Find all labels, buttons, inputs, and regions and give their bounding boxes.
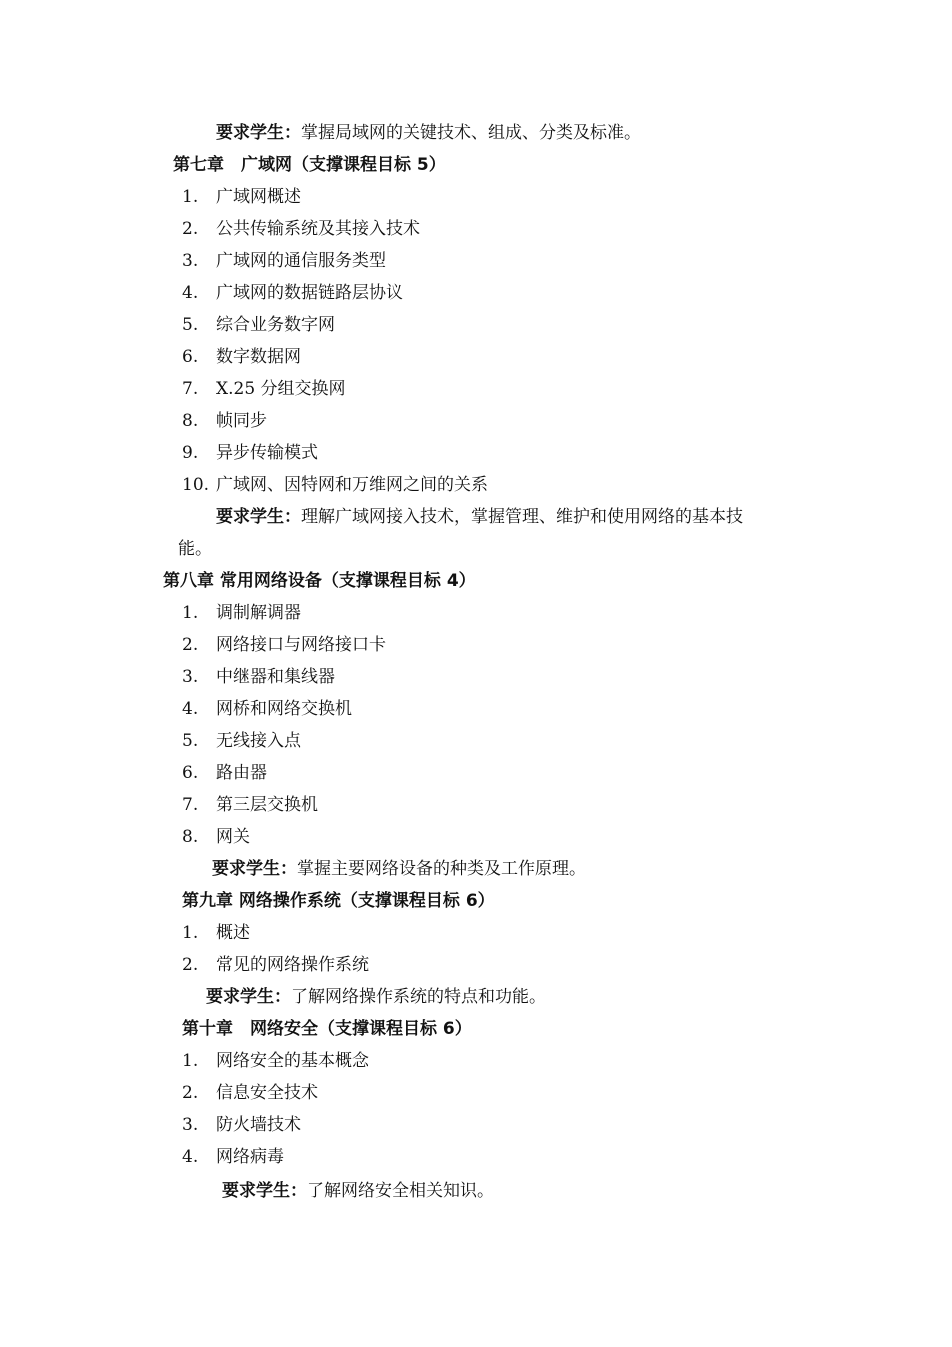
list-item: 7. X.25 分组交换网 bbox=[182, 379, 346, 399]
list-item: 1. 概述 bbox=[182, 923, 250, 943]
list-item: 3. 中继器和集线器 bbox=[182, 667, 335, 687]
list-item: 2. 公共传输系统及其接入技术 bbox=[182, 219, 420, 239]
requirement-line bbox=[222, 1175, 494, 1207]
requirement-label: 要求学生： bbox=[206, 987, 291, 1007]
chapter-9-heading: 第九章 网络操作系统（支撑课程目标 6） bbox=[182, 891, 495, 911]
list-item: 1. 广域网概述 bbox=[182, 187, 301, 207]
requirement-text: 掌握主要网络设备的种类及工作原理。 bbox=[297, 859, 586, 879]
requirement-line bbox=[212, 853, 586, 885]
list-item: 5. 无线接入点 bbox=[182, 731, 301, 751]
requirement-label: 要求学生： bbox=[216, 123, 301, 143]
list-item: 7. 第三层交换机 bbox=[182, 795, 318, 815]
requirement-line bbox=[206, 981, 546, 1013]
chapter-10-heading: 第十章 网络安全（支撑课程目标 6） bbox=[182, 1019, 472, 1039]
requirement-text: 了解网络操作系统的特点和功能。 bbox=[291, 987, 546, 1007]
list-item: 8. 网关 bbox=[182, 827, 250, 847]
requirement-text: 掌握局域网的关键技术、组成、分类及标准。 bbox=[301, 123, 641, 143]
list-item: 4. 广域网的数据链路层协议 bbox=[182, 283, 403, 303]
list-item: 4. 网桥和网络交换机 bbox=[182, 699, 352, 719]
list-item: 6. 数字数据网 bbox=[182, 347, 301, 367]
requirement-text: 了解网络安全相关知识。 bbox=[307, 1181, 494, 1201]
list-item: 9. 异步传输模式 bbox=[182, 443, 318, 463]
list-item: 8. 帧同步 bbox=[182, 411, 267, 431]
requirement-line bbox=[216, 501, 743, 533]
requirement-label: 要求学生： bbox=[212, 859, 297, 879]
list-item: 1. 调制解调器 bbox=[182, 603, 301, 623]
list-item: 3. 防火墙技术 bbox=[182, 1115, 301, 1135]
list-item: 5. 综合业务数字网 bbox=[182, 315, 335, 335]
list-item: 4. 网络病毒 bbox=[182, 1147, 284, 1167]
list-item: 2. 常见的网络操作系统 bbox=[182, 955, 369, 975]
chapter-7-heading: 第七章 广域网（支撑课程目标 5） bbox=[173, 155, 446, 175]
requirement-line bbox=[216, 117, 641, 149]
chapter-8-heading: 第八章 常用网络设备（支撑课程目标 4） bbox=[163, 571, 476, 591]
list-item: 3. 广域网的通信服务类型 bbox=[182, 251, 386, 271]
list-item: 6. 路由器 bbox=[182, 763, 267, 783]
requirement-text: 理解广域网接入技术，掌握管理、维护和使用网络的基本技 bbox=[301, 507, 743, 527]
requirement-text-continued: 能。 bbox=[178, 539, 212, 559]
requirement-label: 要求学生： bbox=[216, 507, 301, 527]
list-item: 1. 网络安全的基本概念 bbox=[182, 1051, 369, 1071]
requirement-label: 要求学生： bbox=[222, 1181, 307, 1201]
list-item: 2. 网络接口与网络接口卡 bbox=[182, 635, 386, 655]
list-item: 2. 信息安全技术 bbox=[182, 1083, 318, 1103]
list-item: 10. 广域网、因特网和万维网之间的关系 bbox=[182, 475, 488, 495]
